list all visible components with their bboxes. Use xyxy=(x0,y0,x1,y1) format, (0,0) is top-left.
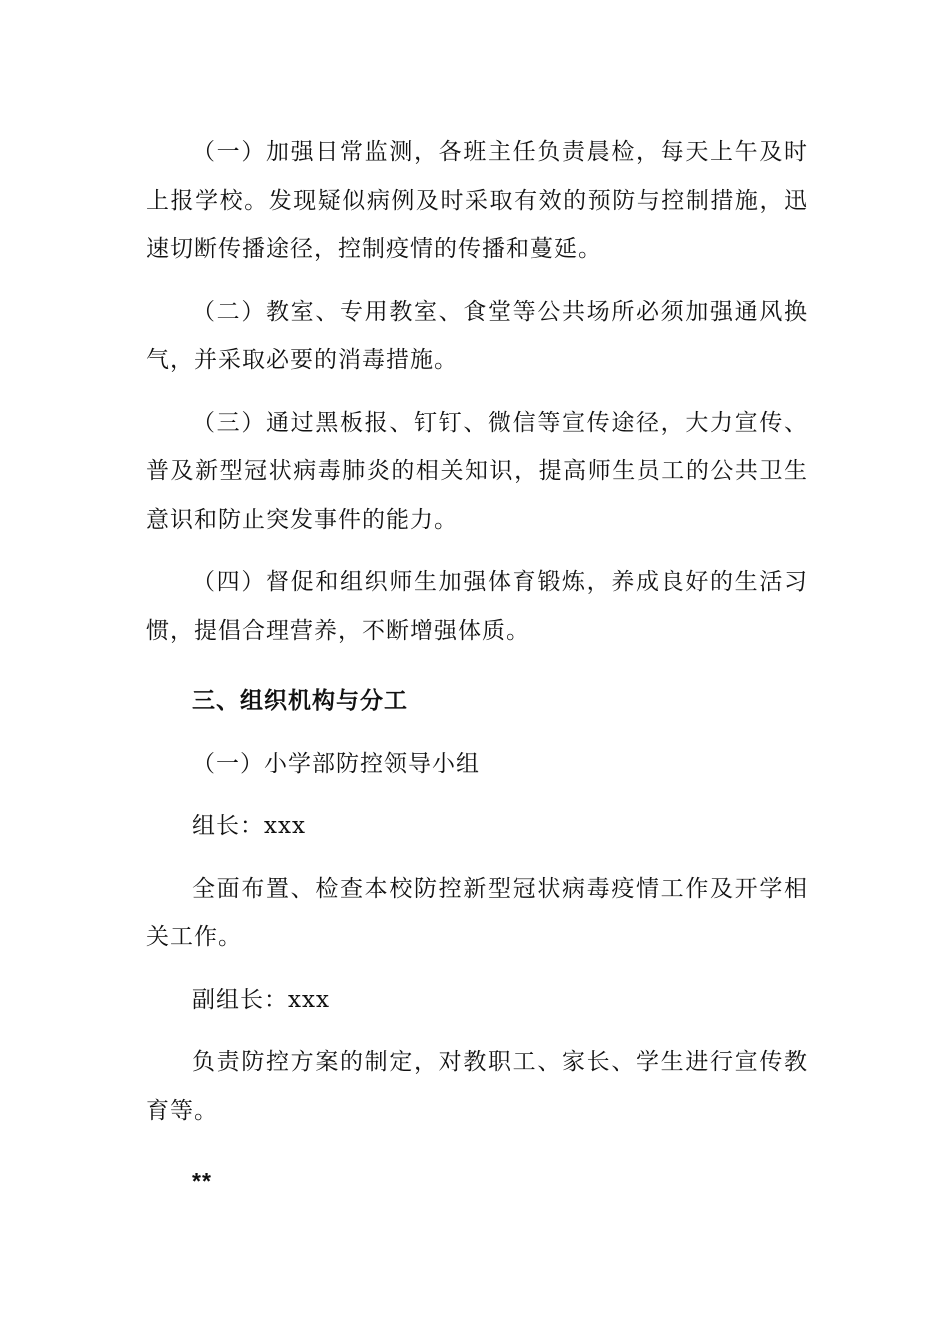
deputy-label: 副组长：xxx xyxy=(192,986,330,1013)
paragraph-monitoring: （一）加强日常监测，各班主任负责晨检，每天上午及时上报学校。发现疑似病例及时采取有效的预防与控制措施，迅速切断传播途径，控制疫情的传播和蔓延。 xyxy=(146,139,808,262)
leader-duty: 全面布置、检查本校防控新型冠状病毒疫情工作及开学相关工作。 xyxy=(146,875,808,950)
document-page xyxy=(146,128,808,1206)
paragraph-publicity: （三）通过黑板报、钉钉、微信等宣传途径，大力宣传、普及新型冠状病毒肺炎的相关知识，提高师生员工的公共卫生意识和防止突发事件的能力。 xyxy=(146,409,808,533)
paragraph-exercise: （四）督促和组织师生加强体育锻炼，养成良好的生活习惯，提倡合理营养，不断增强体质。 xyxy=(146,569,808,644)
section-heading: 三、组织机构与分工 xyxy=(192,687,408,714)
deputy-duty: 负责防控方案的制定，对教职工、家长、学生进行宣传教育等。 xyxy=(146,1049,808,1124)
leader-label: 组长：xxx xyxy=(192,813,306,839)
paragraph-ventilation: （二）教室、专用教室、食堂等公共场所必须加强通风换气，并采取必要的消毒措施。 xyxy=(146,298,808,373)
trailing-marker: ** xyxy=(192,1168,212,1194)
subsection-title: （一）小学部防控领导小组 xyxy=(192,750,480,777)
